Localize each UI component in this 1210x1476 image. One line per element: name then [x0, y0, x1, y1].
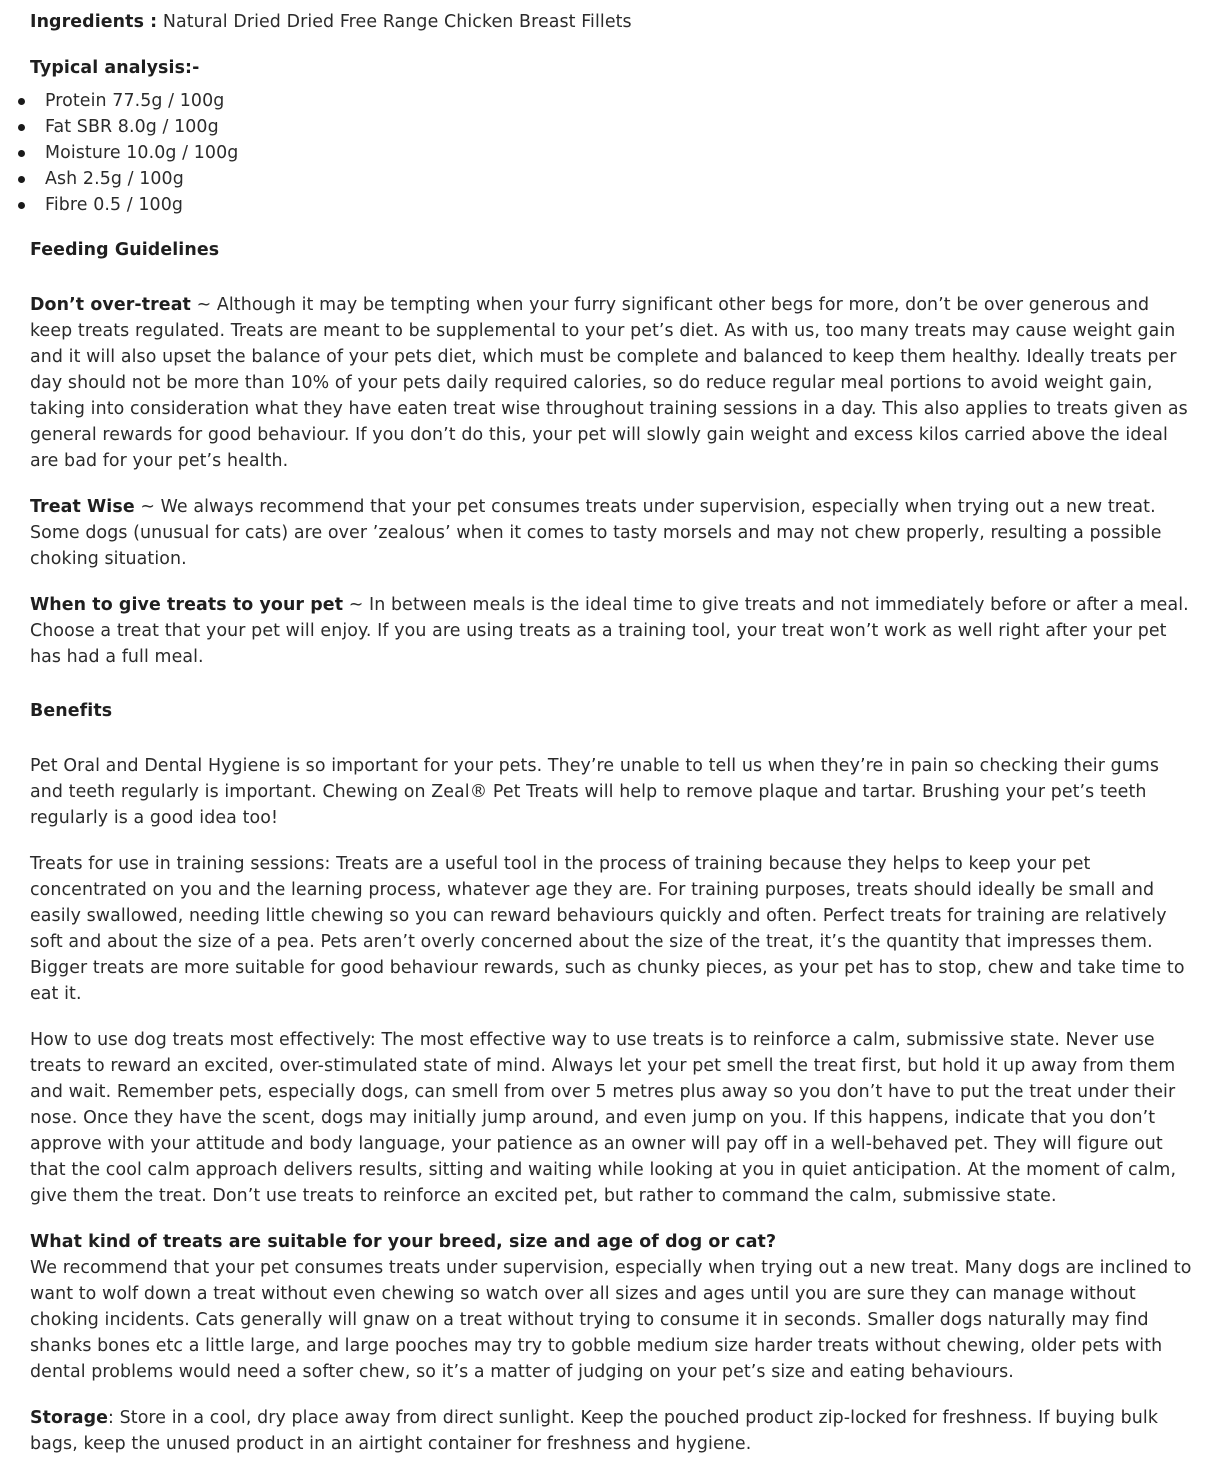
how-to-use-paragraph: How to use dog treats most effectively: The most effective way to use treats is to reinforce a calm, submissive state. Never use treats to reward an excited, over-stimulated state of mind. Always let your pet smell the treat first, but hold it up away from them and wait. Remember pets, especially dogs, can smell from over 5 metres plus away so you don’t have to put the treat under their nose. Once they have the scent, dogs may initially jump around, and even jump on you. If this happens, indicate that you don’t approve with your attitude and body language, your patience as an owner will pay off in a well-behaved pet. They will figure out that the cool calm approach delivers results, sitting and waiting while looking at you in quiet anticipation. At the moment of calm, give them the treat. Don’t use treats to reinforce an excited pet, but rather to command the calm, submissive state. — [30, 1030, 1177, 1206]
analysis-item-ash: Ash 2.5g / 100g — [45, 166, 1197, 192]
analysis-heading: Typical analysis:- — [30, 58, 200, 78]
suitability-paragraph — [30, 1229, 1197, 1385]
training-paragraph: Treats for use in training sessions: Treats are a useful tool in the process of training because they helps to keep your pet concentrated on you and the learning process, whatever age they are. For training purposes, treats should ideally be small and easily swallowed, needing little chewing so you can reward behaviours quickly and often. Perfect treats for training are relatively soft and about the size of a pea. Pets aren’t overly concerned about the size of the treat, it’s the quantity that impresses them. Bigger treats are more suitable for good behaviour rewards, such as chunky pieces, as your pet has to stop, chew and take time to eat it. — [30, 854, 1185, 1004]
ingredients-line — [30, 0, 1197, 35]
analysis-item-protein: Protein 77.5g / 100g — [45, 88, 1197, 114]
treat-wise-paragraph — [30, 494, 1197, 572]
analysis-item-fat: Fat SBR 8.0g / 100g — [45, 114, 1197, 140]
storage-label: Storage — [30, 1408, 109, 1428]
when-to-give-label: When to give treats to your pet — [30, 595, 344, 615]
storage-paragraph — [30, 1405, 1197, 1457]
benefits-heading: Benefits — [30, 701, 113, 721]
feeding-guidelines-heading: Feeding Guidelines — [30, 240, 220, 260]
storage-text: : Store in a cool, dry place away from direct sunlight. Keep the pouched product zip-locked for freshness. If buying bulk bags, keep the unused product in an airtight container for freshness and hygiene. — [30, 1408, 1159, 1454]
dont-overtreat-label: Don’t over-treat — [30, 295, 191, 315]
analysis-item-fibre: Fibre 0.5 / 100g — [45, 192, 1197, 218]
suitability-answer: We recommend that your pet consumes treats under supervision, especially when trying out a new treat. Many dogs are inclined to want to wolf down a treat without even chewing so watch over all sizes and ages until you are sure they can manage without choking incidents. Cats generally will gnaw on a treat without trying to consume it in seconds. Smaller dogs naturally may find shanks bones etc a little large, and large pooches may try to gobble medium size harder treats without chewing, older pets with dental problems would need a softer chew, so it’s a matter of judging on your pet’s size and eating behaviours. — [30, 1258, 1192, 1382]
when-to-give-paragraph — [30, 592, 1197, 670]
dont-overtreat-text: ~ Although it may be tempting when your furry significant other begs for more, don’t be over generous and keep treats regulated. Treats are meant to be supplemental to your pet’s diet. As with us, too many treats may cause weight gain and it will also upset the balance of your pets diet, which must be complete and balanced to keep them healthy. Ideally treats per day should not be more than 10% of your pets daily required calories, so do reduce regular meal portions to avoid weight gain, taking into consideration what they have eaten treat wise throughout training sessions in a day. This also applies to treats given as general rewards for good behaviour. If you don’t do this, your pet will slowly gain weight and excess kilos carried above the ideal are bad for your pet’s health. — [30, 295, 1188, 471]
analysis-item-moisture: Moisture 10.0g / 100g — [45, 140, 1197, 166]
oral-hygiene-paragraph: Pet Oral and Dental Hygiene is so important for your pets. They’re unable to tell us when they’re in pain so checking their gums and teeth regularly is important. Chewing on Zeal® Pet Treats will help to remove plaque and tartar. Brushing your pet’s teeth regularly is a good idea too! — [30, 756, 1160, 828]
treat-wise-text: ~ We always recommend that your pet consumes treats under supervision, especially when trying out a new treat. Some dogs (unusual for cats) are over ’zealous’ when it comes to tasty morsels and may not chew properly, resulting a possible choking situation. — [30, 497, 1162, 569]
suitability-question: What kind of treats are suitable for your breed, size and age of dog or cat? — [30, 1232, 777, 1252]
when-to-give-text: ~ In between meals is the ideal time to give treats and not immediately before or after a meal. Choose a treat that your pet will enjoy. If you are using treats as a training tool, your treat won’t work as well right after your pet has had a full meal. — [30, 595, 1189, 667]
dont-overtreat-paragraph — [30, 292, 1197, 474]
ingredients-label: Ingredients : — [30, 12, 158, 32]
analysis-list — [30, 88, 1197, 218]
treat-wise-label: Treat Wise — [30, 497, 135, 517]
ingredients-value: Natural Dried Dried Free Range Chicken Breast Fillets — [157, 12, 632, 32]
